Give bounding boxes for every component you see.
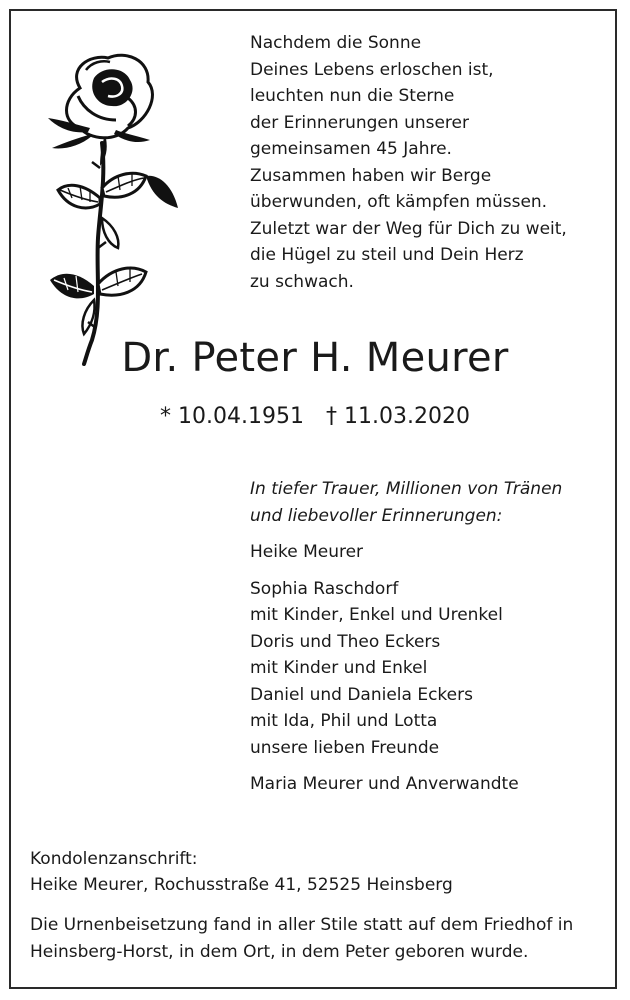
poem-line: Zusammen haben wir Berge (250, 165, 492, 186)
condolence-label: Kondolenzanschrift: (30, 849, 198, 869)
life-dates (0, 404, 630, 429)
mourning-intro-line: und liebevoller Erinnerungen: (250, 505, 503, 526)
poem-line: Zuletzt war der Weg für Dich zu weit, (250, 218, 567, 239)
mourner-name: mit Kinder und Enkel (250, 658, 428, 678)
deceased-name: Dr. Peter H. Meurer (121, 335, 509, 381)
mourner-name: Heike Meurer (250, 542, 364, 562)
condolence-address-line: Heike Meurer, Rochusstraße 41, 52525 Heinsberg (30, 875, 453, 895)
mourner-name: Sophia Raschdorf (250, 578, 399, 599)
poem-line: leuchten nun die Sterne (250, 86, 455, 106)
poem-line: Nachdem die Sonne (250, 33, 422, 53)
mourner-name: mit Ida, Phil und Lotta (250, 711, 438, 731)
poem-line: Deines Lebens erloschen ist, (250, 59, 494, 80)
burial-note-line: Heinsberg-Horst, in dem Ort, in dem Peter geboren wurde. (30, 942, 529, 962)
poem-line: zu schwach. (250, 271, 354, 292)
burial-note (30, 912, 608, 966)
mourner-name: Daniel und Daniela Eckers (250, 684, 473, 705)
poem-line: gemeinsamen 45 Jahre. (250, 139, 452, 159)
mourners-list (250, 476, 562, 798)
poem-line: die Hügel zu steil und Dein Herz (250, 245, 524, 265)
poem-line: der Erinnerungen unserer (250, 112, 469, 133)
burial-note-line: Die Urnenbeisetzung fand in aller Stile statt auf dem Friedhof in (30, 915, 574, 935)
mourner-name: mit Kinder, Enkel und Urenkel (250, 605, 503, 625)
death-date: † 11.03.2020 (326, 404, 470, 429)
poem-line: überwunden, oft kämpfen müssen. (250, 192, 548, 212)
mourner-name: Maria Meurer und Anverwandte (250, 774, 519, 794)
poem (250, 30, 567, 295)
mourner-name: Doris und Theo Eckers (250, 631, 441, 652)
rose-icon (28, 48, 188, 366)
birth-date: * 10.04.1951 (160, 404, 304, 429)
mourner-name: unsere lieben Freunde (250, 737, 440, 758)
condolence-address (30, 846, 453, 898)
mourning-intro-line: In tiefer Trauer, Millionen von Tränen (250, 479, 563, 499)
